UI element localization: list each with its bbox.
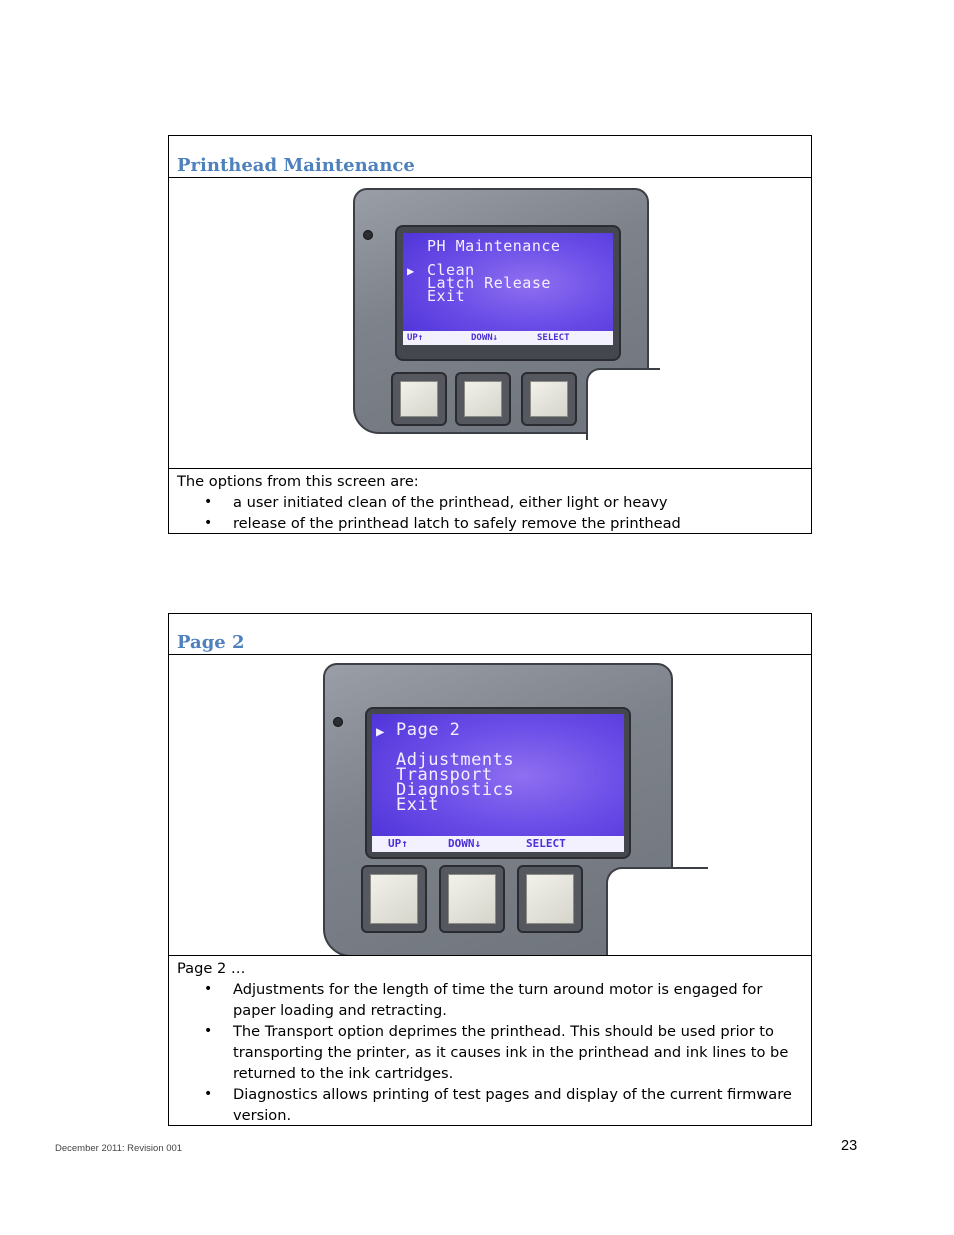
printhead-maintenance-section: [168, 135, 812, 534]
bullet-list: [177, 492, 803, 534]
section-header: [169, 614, 811, 655]
panel-cutout: [606, 867, 708, 956]
lcd-menu-title: PH Maintenance: [427, 237, 561, 255]
lcd-screen: [372, 714, 624, 852]
softkey-down-label: DOWN↓: [448, 837, 482, 850]
lcd-menu-title: Page 2: [396, 720, 461, 740]
lcd-option-clean: Clean: [427, 261, 475, 279]
lcd-screen: [403, 233, 613, 345]
lcd-bezel: [395, 225, 621, 361]
lcd-option-latch-release: Latch Release: [427, 274, 551, 292]
lcd-option-exit: Exit: [427, 287, 466, 305]
softkey-down-label: DOWN↓: [471, 333, 499, 343]
lcd-softkey-bar: [372, 836, 624, 852]
lcd-softkey-bar: [403, 331, 613, 345]
menu-cursor-icon: ▶: [376, 724, 385, 740]
section-title: Page 2: [177, 632, 245, 653]
softkey-up-label: UP↑: [407, 333, 424, 343]
down-key: [439, 865, 505, 933]
list-item: • a user initiated clean of the printhead, either light or heavy: [204, 494, 668, 511]
lcd-option-adjustments: Adjustments: [396, 750, 515, 770]
softkey-up-label: UP↑: [388, 837, 408, 850]
description-intro: The options from this screen are:: [177, 473, 419, 490]
status-led-icon: [363, 230, 373, 240]
section-description: [169, 469, 811, 534]
page-number: 23: [841, 1138, 858, 1154]
softkey-select-label: SELECT: [526, 837, 566, 850]
select-key: [521, 372, 577, 426]
section-description: [169, 956, 811, 1126]
menu-cursor-icon: ▶: [407, 264, 415, 278]
section-header: [169, 136, 811, 178]
lcd-option-diagnostics: Diagnostics: [396, 780, 515, 800]
lcd-option-exit: Exit: [396, 795, 439, 815]
footer-revision: December 2011: Revision 001: [55, 1143, 183, 1154]
list-item: • Diagnostics allows printing of test pages and display of the current firmware version.: [204, 1086, 792, 1124]
list-item: • Adjustments for the length of time the turn around motor is engaged for paper loading and retracting.: [204, 981, 763, 1019]
list-item: • release of the printhead latch to safely remove the printhead: [204, 515, 681, 532]
up-key: [391, 372, 447, 426]
lcd-option-transport: Transport: [396, 765, 493, 785]
list-item: • The Transport option deprimes the printhead. This should be used prior to transporting the printer, as it causes ink in the printhead and ink lines to be returned to the ink cartridges.: [204, 1023, 789, 1082]
select-key: [517, 865, 583, 933]
control-panel-photo: [169, 178, 811, 469]
softkey-select-label: SELECT: [537, 333, 570, 343]
section-title: Printhead Maintenance: [177, 155, 415, 176]
bullet-list: [177, 979, 803, 1126]
down-key: [455, 372, 511, 426]
description-intro: Page 2 …: [177, 960, 246, 977]
status-led-icon: [333, 717, 343, 727]
panel-cutout: [586, 368, 660, 440]
page-2-section: [168, 613, 812, 1126]
lcd-bezel: [365, 707, 631, 859]
control-panel-photo: [169, 655, 811, 956]
up-key: [361, 865, 427, 933]
